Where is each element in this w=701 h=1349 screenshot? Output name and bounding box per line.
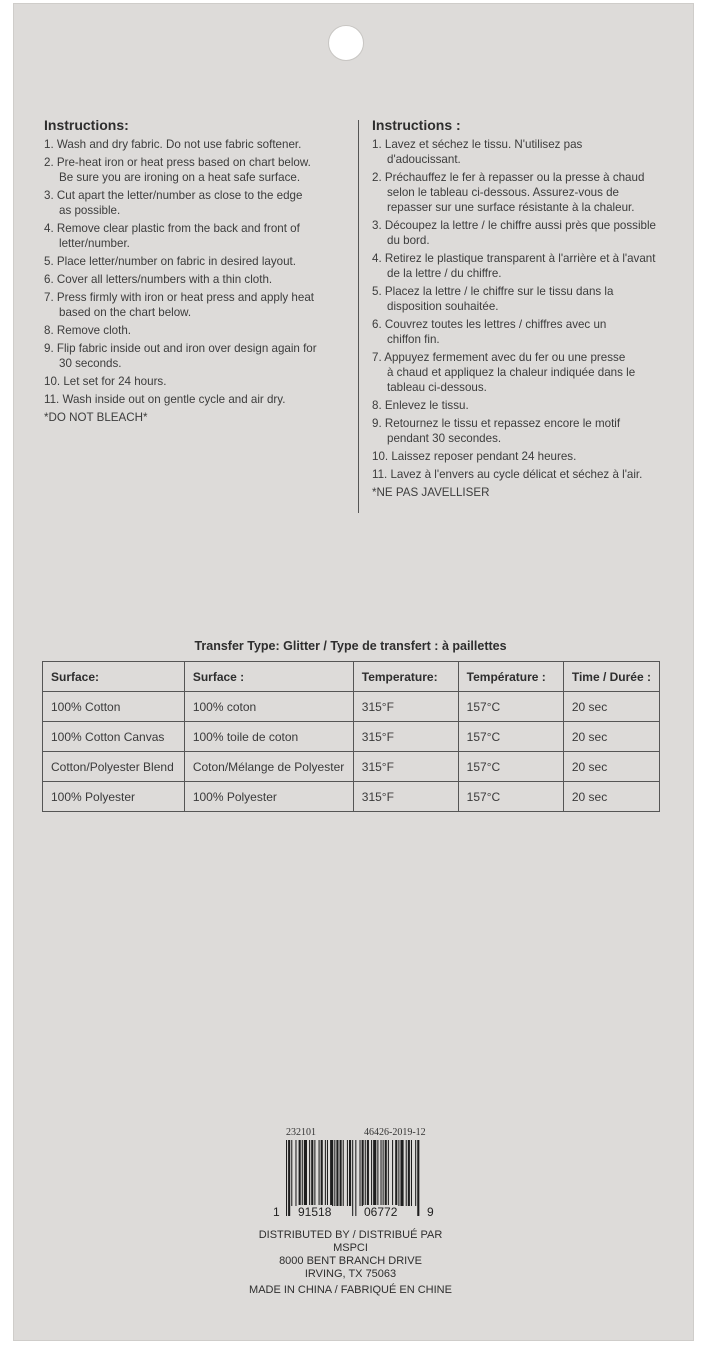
barcode-bar — [395, 1140, 397, 1206]
table-header-row — [43, 662, 660, 692]
english-heading: Instructions: — [44, 117, 129, 133]
barcode-bar — [367, 1140, 369, 1206]
header-surface-fr: Surface : — [184, 662, 353, 692]
address-line-1: 8000 BENT BRANCH DRIVE — [279, 1255, 422, 1267]
table-cell: 20 sec — [563, 722, 659, 752]
english-step: 10. Let set for 24 hours. — [44, 375, 167, 388]
english-step: 4. Remove clear plastic from the back and front of letter/number. — [44, 222, 300, 250]
barcode-bar — [330, 1140, 333, 1206]
transfer-type-title: Transfer Type: Glitter / Type de transfert : à paillettes — [194, 639, 507, 653]
french-instructions — [372, 117, 677, 500]
english-step: 5. Place letter/number on fabric in desired layout. — [44, 255, 296, 268]
table-cell: Coton/Mélange de Polyester — [184, 752, 353, 782]
table-cell: 100% toile de coton — [184, 722, 353, 752]
barcode-bar — [321, 1140, 323, 1206]
barcode-bar — [304, 1140, 307, 1206]
french-step: 7. Appuyez fermement avec du fer ou une presse à chaud et appliquez la chaleur indiquée dans le tableau ci-dessous. — [372, 351, 636, 394]
french-step: 4. Retirez le plastique transparent à l'arrière et à l'avant de la lettre / du chiffre. — [372, 252, 656, 280]
table-cell: 100% coton — [184, 692, 353, 722]
barcode-bar — [288, 1140, 290, 1216]
barcode-bar — [377, 1140, 378, 1206]
item-code: 232101 — [286, 1127, 316, 1138]
company-name: MSPCI — [333, 1242, 368, 1254]
barcode-bar — [309, 1140, 310, 1206]
header-surface-en: Surface: — [43, 662, 185, 692]
column-divider — [358, 120, 359, 513]
barcode-bar — [406, 1140, 407, 1206]
barcode-bar — [347, 1140, 348, 1206]
barcode-bar — [417, 1140, 419, 1216]
barcode-bar — [286, 1140, 287, 1216]
table-cell: 100% Polyester — [43, 782, 185, 812]
barcode-digit-first: 1 — [273, 1205, 280, 1219]
table-row — [43, 782, 660, 812]
table-row — [43, 722, 660, 752]
barcode-bar — [336, 1140, 338, 1206]
english-step: 7. Press firmly with iron or heat press and apply heat based on the chart below. — [44, 291, 315, 319]
table-cell: 100% Cotton — [43, 692, 185, 722]
barcode-bar — [415, 1140, 416, 1206]
barcode-digits-right: 06772 — [364, 1205, 398, 1219]
french-step: 2. Préchauffez le fer à repasser ou la presse à chaud selon le tableau ci-dessous. Assurez-vous de repasser sur une surface résistante à la chaleur. — [372, 171, 645, 214]
english-step: 9. Flip fabric inside out and iron over design again for 30 seconds. — [44, 342, 317, 370]
barcode-bar — [319, 1140, 320, 1206]
barcode-bar — [381, 1140, 382, 1206]
french-step: 11. Lavez à l'envers au cycle délicat et séchez à l'air. — [372, 468, 643, 481]
transfer-table — [42, 661, 660, 812]
barcode-bar — [291, 1140, 292, 1206]
english-instructions — [44, 117, 344, 425]
header-temperature-fr: Température : — [458, 662, 563, 692]
french-step: 8. Enlevez le tissu. — [372, 399, 469, 412]
barcode-bar — [373, 1140, 376, 1206]
header-temperature-en: Temperature: — [353, 662, 458, 692]
table-cell: Cotton/Polyester Blend — [43, 752, 185, 782]
barcode-bar — [302, 1140, 303, 1206]
french-step: 6. Couvrez toutes les lettres / chiffres avec un chiffon fin. — [372, 318, 607, 346]
french-step: 3. Découpez la lettre / le chiffre aussi près que possible du bord. — [372, 219, 656, 247]
barcode-bar — [295, 1140, 296, 1206]
barcode-bar — [383, 1140, 384, 1206]
english-bleach-note: *DO NOT BLEACH* — [44, 411, 148, 424]
table-cell: 100% Cotton Canvas — [43, 722, 185, 752]
french-bleach-note: *NE PAS JAVELLISER — [372, 486, 490, 499]
barcode-bar — [314, 1140, 315, 1206]
table-cell: 157°C — [458, 752, 563, 782]
table-cell: 315°F — [353, 692, 458, 722]
table-cell: 20 sec — [563, 752, 659, 782]
french-heading: Instructions : — [372, 117, 461, 133]
lot-code: 46426-2019-12 — [364, 1127, 426, 1138]
address-line-2: IRVING, TX 75063 — [304, 1268, 397, 1280]
table-cell: 20 sec — [563, 782, 659, 812]
barcode-bar — [355, 1140, 356, 1216]
barcode-bar — [365, 1140, 366, 1206]
barcode-bar — [340, 1140, 342, 1206]
barcode-bar — [352, 1140, 353, 1216]
hang-hole — [328, 25, 364, 61]
french-steps — [372, 137, 677, 482]
french-step: 1. Lavez et séchez le tissu. N'utilisez pas d'adoucissant. — [372, 138, 583, 166]
barcode-bar — [360, 1140, 361, 1206]
english-step: 6. Cover all letters/numbers with a thin cloth. — [44, 273, 273, 286]
barcode-bar — [385, 1140, 387, 1206]
barcode-bar — [388, 1140, 389, 1206]
distributed-by: DISTRIBUTED BY / DISTRIBUÉ PAR — [258, 1229, 443, 1241]
barcode-bar — [325, 1140, 326, 1206]
barcode-bar — [371, 1140, 372, 1206]
barcode-bar — [334, 1140, 335, 1206]
table-cell: 157°C — [458, 722, 563, 752]
barcode-bar — [362, 1140, 364, 1206]
english-step: 8. Remove cloth. — [44, 324, 131, 337]
barcode-digit-last: 9 — [427, 1205, 434, 1219]
table-cell: 20 sec — [563, 692, 659, 722]
barcode-bar — [411, 1140, 412, 1206]
barcode-bar — [311, 1140, 313, 1206]
barcode-bar — [392, 1140, 393, 1206]
barcode-bar — [327, 1140, 328, 1206]
header-time: Time / Durée : — [563, 662, 659, 692]
english-step: 3. Cut apart the letter/number as close to the edge as possible. — [44, 189, 303, 217]
barcode-bar — [398, 1140, 399, 1206]
table-row — [43, 692, 660, 722]
french-step: 5. Placez la lettre / le chiffre sur le tissu dans la disposition souhaitée. — [372, 285, 614, 313]
made-in: MADE IN CHINA / FABRIQUÉ EN CHINE — [249, 1284, 452, 1296]
english-steps — [44, 137, 344, 407]
french-step: 10. Laissez reposer pendant 24 heures. — [372, 450, 577, 463]
table-cell: 315°F — [353, 722, 458, 752]
barcode-bar — [343, 1140, 344, 1206]
barcode-bar — [400, 1140, 403, 1206]
table-cell: 315°F — [353, 782, 458, 812]
barcode-bar — [299, 1140, 301, 1206]
table-cell: 157°C — [458, 692, 563, 722]
barcode-bar — [408, 1140, 410, 1206]
barcode-digits-left: 91518 — [298, 1205, 332, 1219]
english-step: 1. Wash and dry fabric. Do not use fabric softener. — [44, 138, 302, 151]
table-row — [43, 752, 660, 782]
barcode-bar — [349, 1140, 351, 1206]
french-step: 9. Retournez le tissu et repassez encore le motif pendant 30 secondes. — [372, 417, 621, 445]
english-step: 11. Wash inside out on gentle cycle and air dry. — [44, 393, 286, 406]
table-cell: 100% Polyester — [184, 782, 353, 812]
table-cell: 157°C — [458, 782, 563, 812]
table-cell: 315°F — [353, 752, 458, 782]
english-step: 2. Pre-heat iron or heat press based on chart below. Be sure you are ironing on a heat safe surface. — [44, 156, 311, 184]
